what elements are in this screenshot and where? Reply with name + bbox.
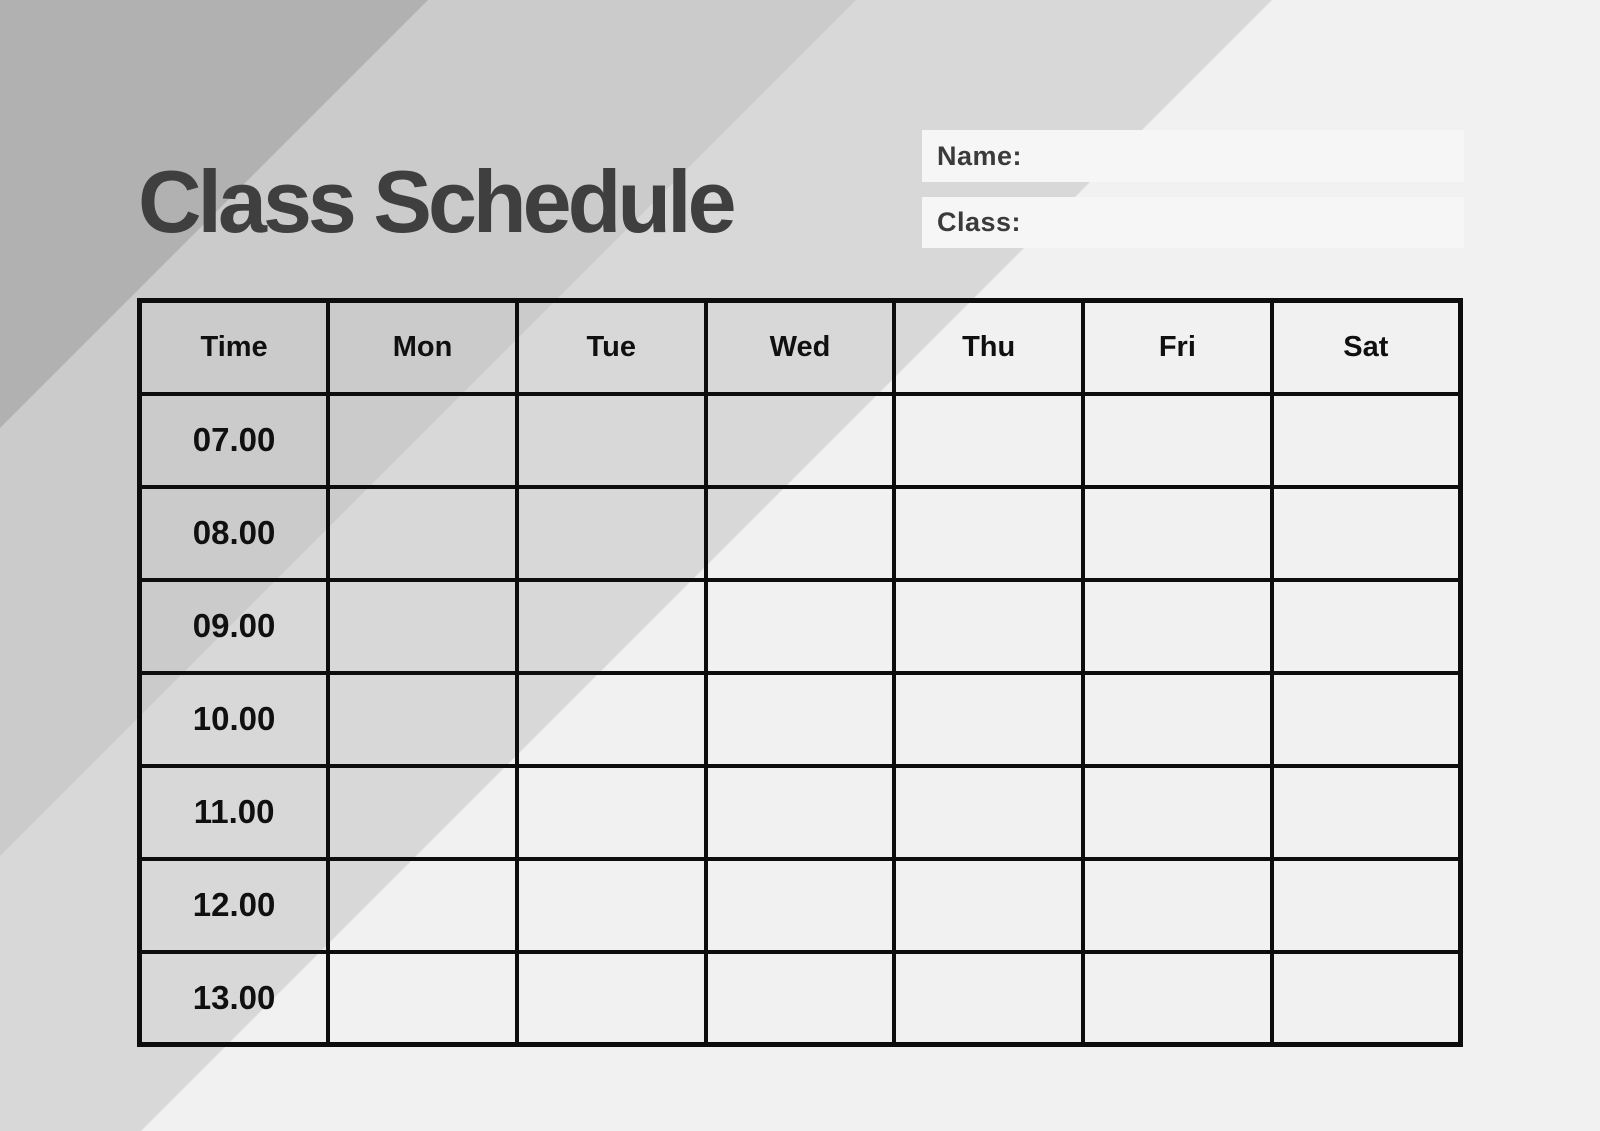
schedule-row-0900 [140,580,1461,673]
cell-wed-1000[interactable] [706,673,895,766]
cell-wed-1200[interactable] [706,859,895,952]
cell-fri-1200[interactable] [1083,859,1272,952]
cell-sat-1200[interactable] [1272,859,1461,952]
cell-tue-1200[interactable] [517,859,706,952]
column-header-tue: Tue [517,301,706,394]
schedule-row-1300 [140,952,1461,1045]
name-field-label: Name: [937,140,1023,171]
cell-wed-1300[interactable] [706,952,895,1045]
cell-wed-0800[interactable] [706,487,895,580]
schedule-table [137,298,1463,1047]
cell-thu-1100[interactable] [894,766,1083,859]
cell-mon-0900[interactable] [328,580,517,673]
cell-fri-1000[interactable] [1083,673,1272,766]
cell-tue-0800[interactable] [517,487,706,580]
time-cell-0800: 08.00 [140,487,329,580]
cell-fri-0800[interactable] [1083,487,1272,580]
time-cell-1100: 11.00 [140,766,329,859]
column-header-mon: Mon [328,301,517,394]
cell-mon-1100[interactable] [328,766,517,859]
class-field[interactable] [922,197,1464,248]
class-field-label: Class: [937,207,1022,237]
cell-thu-1200[interactable] [894,859,1083,952]
column-header-sat: Sat [1272,301,1461,394]
cell-sat-1100[interactable] [1272,766,1461,859]
time-cell-1000: 10.00 [140,673,329,766]
schedule-row-1000 [140,673,1461,766]
column-header-wed: Wed [706,301,895,394]
column-header-fri: Fri [1083,301,1272,394]
column-header-time: Time [140,301,329,394]
header-row [140,301,1461,394]
cell-tue-0700[interactable] [517,394,706,487]
cell-mon-1000[interactable] [328,673,517,766]
cell-wed-1100[interactable] [706,766,895,859]
cell-mon-0800[interactable] [328,487,517,580]
cell-mon-1200[interactable] [328,859,517,952]
cell-sat-1000[interactable] [1272,673,1461,766]
cell-wed-0900[interactable] [706,580,895,673]
name-field[interactable] [922,130,1464,182]
cell-tue-1300[interactable] [517,952,706,1045]
cell-thu-0900[interactable] [894,580,1083,673]
cell-sat-0900[interactable] [1272,580,1461,673]
cell-fri-1100[interactable] [1083,766,1272,859]
cell-sat-1300[interactable] [1272,952,1461,1045]
schedule-row-1200 [140,859,1461,952]
time-cell-1300: 13.00 [140,952,329,1045]
cell-thu-0700[interactable] [894,394,1083,487]
time-cell-0900: 09.00 [140,580,329,673]
schedule-row-0800 [140,487,1461,580]
cell-tue-1100[interactable] [517,766,706,859]
cell-thu-0800[interactable] [894,487,1083,580]
cell-fri-0900[interactable] [1083,580,1272,673]
cell-tue-1000[interactable] [517,673,706,766]
cell-fri-1300[interactable] [1083,952,1272,1045]
time-cell-1200: 12.00 [140,859,329,952]
schedule-row-1100 [140,766,1461,859]
cell-thu-1000[interactable] [894,673,1083,766]
cell-wed-0700[interactable] [706,394,895,487]
schedule-row-0700 [140,394,1461,487]
cell-tue-0900[interactable] [517,580,706,673]
cell-fri-0700[interactable] [1083,394,1272,487]
cell-sat-0800[interactable] [1272,487,1461,580]
cell-thu-1300[interactable] [894,952,1083,1045]
page-title: Class Schedule [138,152,733,251]
time-cell-0700: 07.00 [140,394,329,487]
column-header-thu: Thu [894,301,1083,394]
cell-mon-1300[interactable] [328,952,517,1045]
cell-sat-0700[interactable] [1272,394,1461,487]
cell-mon-0700[interactable] [328,394,517,487]
